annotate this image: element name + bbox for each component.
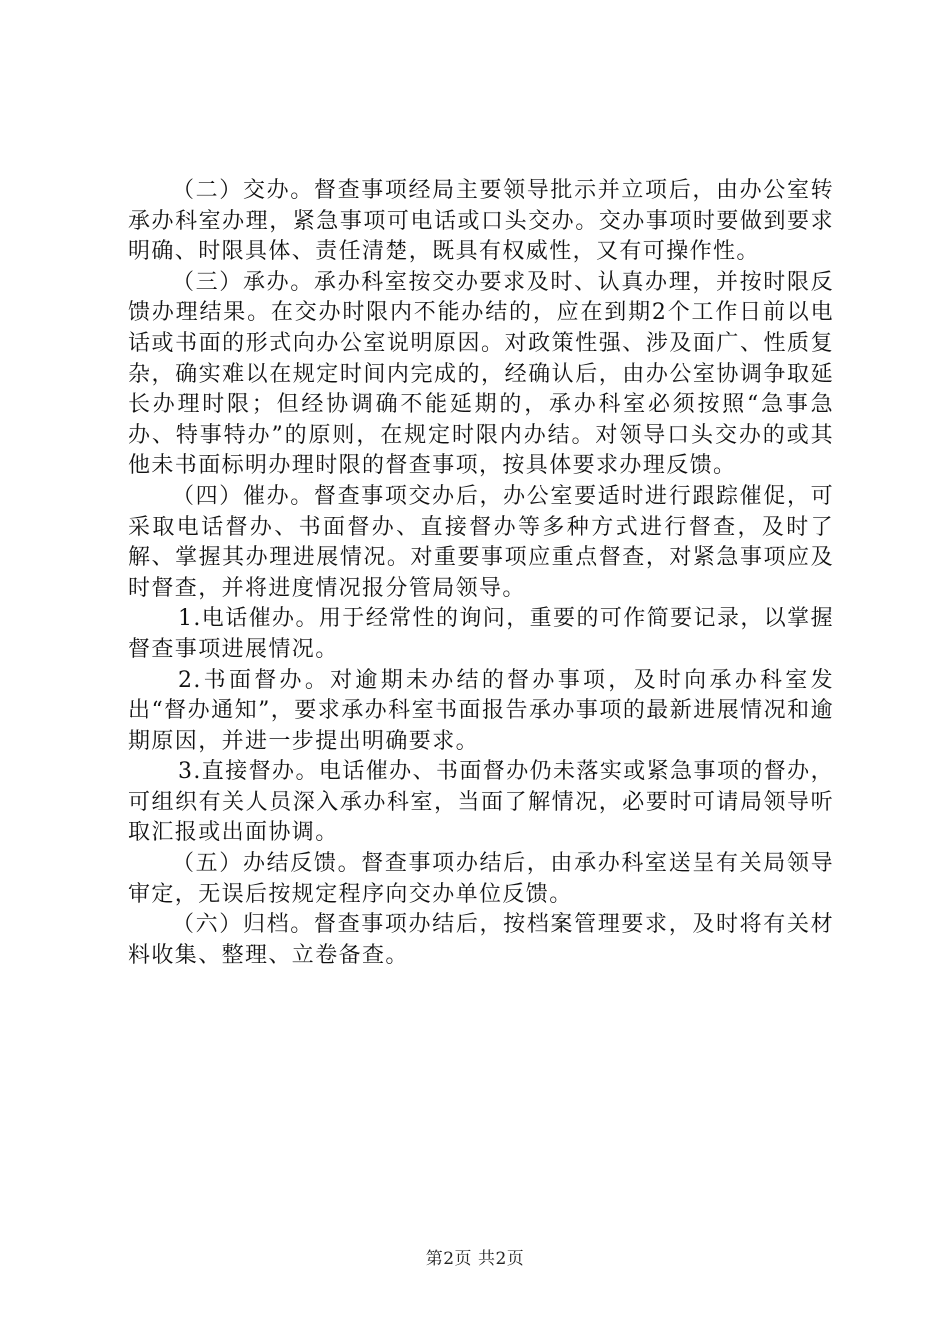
paragraph-phone-urging: 1.电话催办。用于经常性的询问，重要的可作简要记录，以掌握督查事项进展情况。 xyxy=(128,606,834,662)
paragraph-jiaoban: （二）交办。督查事项经局主要领导批示并立项后，由办公室转承办科室办理，紧急事项可电话或口头交办。交办事项时要做到要求明确、时限具体、责任清楚，既具有权威性，又有可操作性。 xyxy=(128,178,834,265)
paragraph-chengban: （三）承办。承办科室按交办要求及时、认真办理，并按时限反馈办理结果。在交办时限内不能办结的，应在到期2个工作日前以电话或书面的形式向办公室说明原因。对政策性强、涉及面广、性质复杂，确实难以在规定时间内完成的，经确认后，由办公室协调争取延长办理时限；但经协调确不能延期的，承办科室必须按照“急事急办、特事特办”的原则，在规定时限内办结。对领导口头交办的或其他未书面标明办理时限的督查事项，按具体要求办理反馈。 xyxy=(128,269,834,479)
paragraph-cuiban: （四）催办。督查事项交办后，办公室要适时进行跟踪催促，可采取电话督办、书面督办、直接督办等多种方式进行督查，及时了解、掌握其办理进展情况。对重要事项应重点督查，对紧急事项应及时督查，并将进度情况报分管局领导。 xyxy=(128,483,834,601)
paragraph-direct-supervision: 3.直接督办。电话催办、书面督办仍未落实或紧急事项的督办，可组织有关人员深入承办科室，当面了解情况，必要时可请局领导听取汇报或出面协调。 xyxy=(128,759,834,846)
paragraph-archiving: （六）归档。督查事项办结后，按档案管理要求，及时将有关材料收集、整理、立卷备查。 xyxy=(128,912,834,968)
paragraph-written-supervision: 2.书面督办。对逾期未办结的督办事项，及时向承办科室发出“督办通知”，要求承办科室书面报告承办事项的最新进展情况和逾期原因，并进一步提出明确要求。 xyxy=(128,667,834,754)
paragraph-completion-feedback: （五）办结反馈。督查事项办结后，由承办科室送呈有关局领导审定，无误后按规定程序向交办单位反馈。 xyxy=(128,851,834,907)
document-body xyxy=(128,176,834,971)
page-number-footer: 第2页 共2页 xyxy=(425,1249,525,1269)
